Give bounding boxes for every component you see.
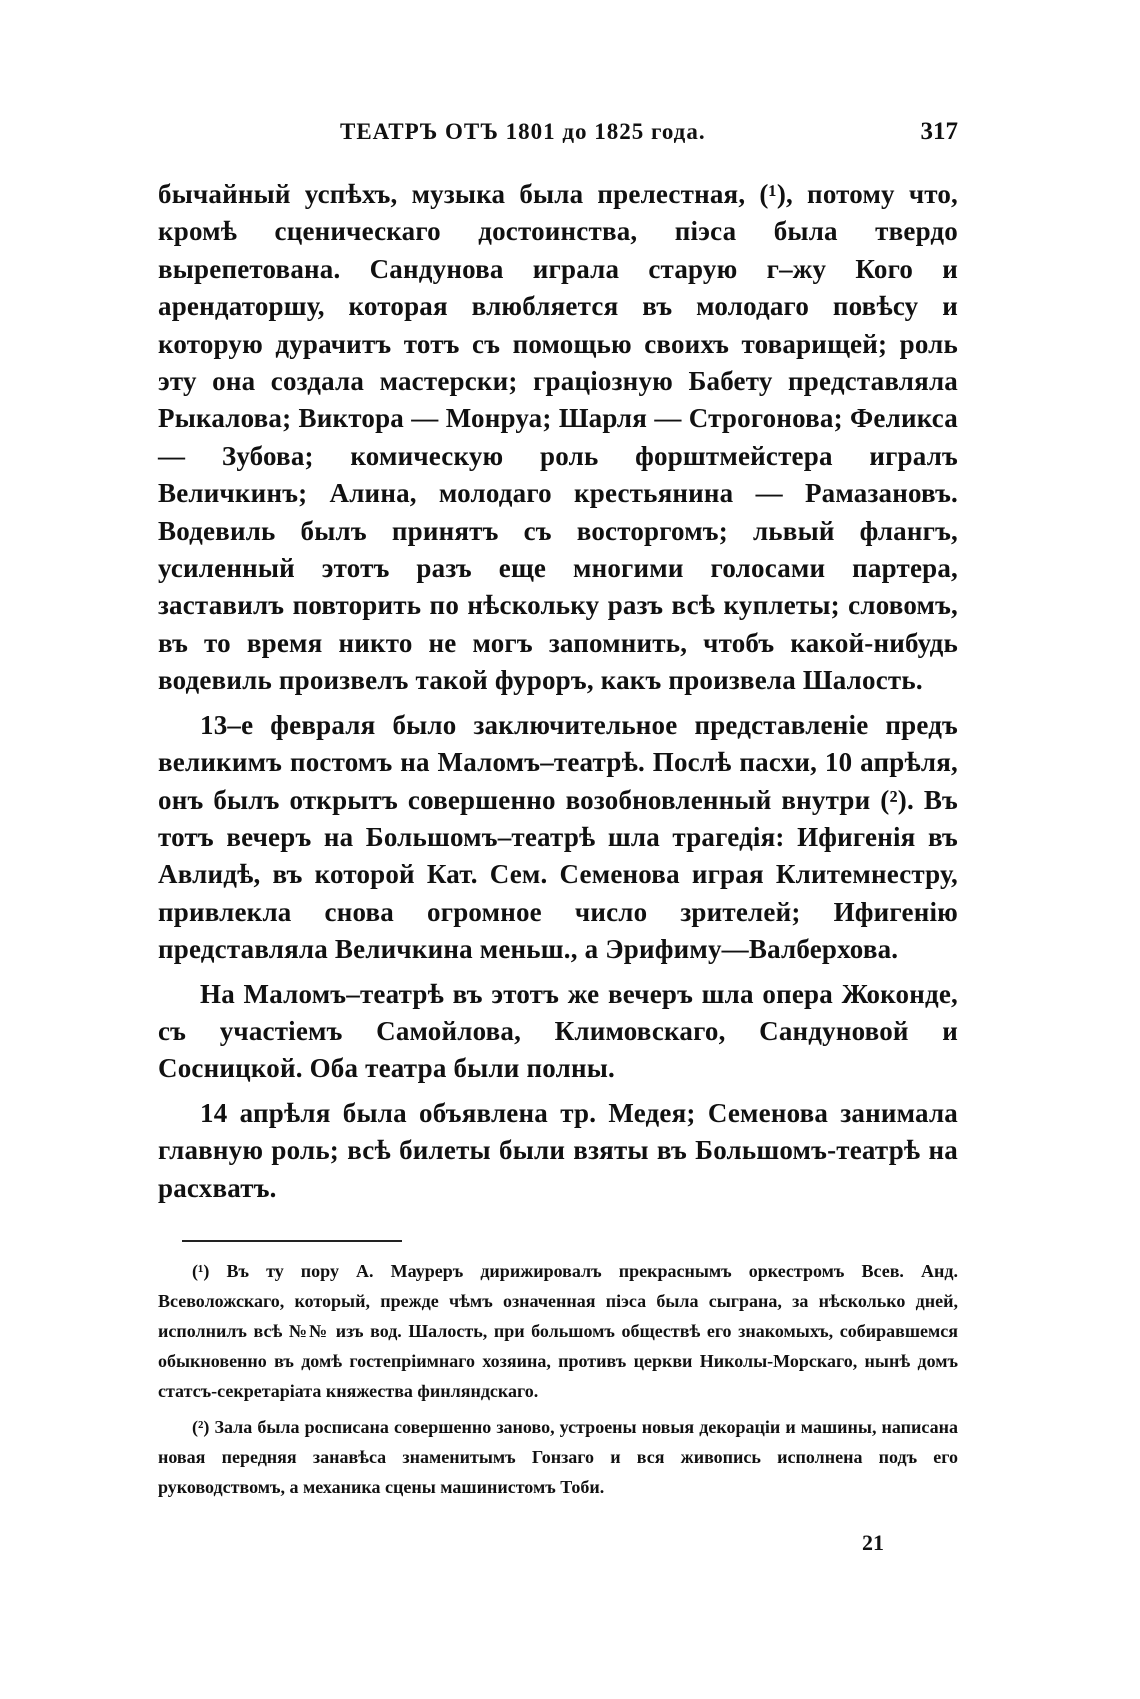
body-text xyxy=(158,176,958,1214)
running-title: ТЕАТРЪ ОТЪ 1801 до 1825 года. xyxy=(340,119,706,144)
signature-mark: 21 xyxy=(862,1530,884,1555)
footnote-divider xyxy=(182,1240,402,1242)
paragraph-4: 14 апрѣля была объявлена тр. Медея; Семенова занимала главную роль; всѣ билеты были взяты въ Большомъ-театрѣ на расхватъ. xyxy=(158,1097,958,1203)
footnote-2: (²) Зала была росписана совершенно заново, устроены новыя декораціи и машины, написана новая передняя занавѣса знаменитымъ Гонзаго и вся живопись исполнена подъ его руководствомъ, а механика сцены машинистомъ Тоби. xyxy=(158,1417,958,1497)
paragraph-3: На Маломъ–театрѣ въ этотъ же вечеръ шла опера Жоконде, съ участіемъ Самойлова, Климовскаго, Сандуновой и Сосницкой. Оба театра были полны. xyxy=(158,978,958,1084)
paragraph-2: 13–е февраля было заключительное представленіе предъ великимъ постомъ на Маломъ–театрѣ. Послѣ пасхи, 10 апрѣля, онъ былъ открытъ совершенно возобновленный внутри (²). Въ тотъ вечеръ на Большомъ–театрѣ шла трагедія: Ифигенія въ Авлидѣ, въ которой Кат. Сем. Семенова играя Клитемнестру, привлекла снова огромное число зрителей; Ифигенію представляла Величкина меньш., а Эрифиму—Валберхова. xyxy=(158,709,958,965)
page-number: 317 xyxy=(920,118,958,145)
footnotes xyxy=(158,1256,958,1508)
page-header xyxy=(340,118,958,146)
footnote-1: (¹) Въ ту пору А. Мауреръ дирижировалъ прекраснымъ оркестромъ Всев. Анд. Всеволожскаго, который, прежде чѣмъ означенная піэса была сыграна, за нѣсколько дней, исполнилъ всѣ №№ изъ вод. Шалость, при большомъ обществѣ его знакомыхъ, собиравшемся обыкновенно въ домѣ гостепріимнаго хозяина, противъ церкви Николы-Морскаго, нынѣ домъ статсъ-секретаріата княжества финляндскаго. xyxy=(158,1261,958,1401)
paragraph-1: бычайный успѣхъ, музыка была прелестная, (¹), потому что, кромѣ сценическаго достоинства, піэса была твердо вырепетована. Сандунова играла старую г–жу Кого и арендаторшу, которая влюбляется въ молодаго повѣсу и которую дурачитъ тотъ съ помощью своихъ товарищей; роль эту она создала мастерски; граціозную Бабету представляла Рыкалова; Виктора — Монруа; Шарля — Строгонова; Феликса — Зубова; комическую роль форштмейстера игралъ Величкинъ; Алина, молодаго крестьянина — Рамазановъ. Водевиль былъ принятъ съ восторгомъ; львый флангъ, усиленный этотъ разъ еще многими голосами партера, заставилъ повторить по нѣскольку разъ всѣ куплеты; словомъ, въ то время никто не могъ запомнить, чтобъ какой-нибудь водевиль произвелъ такой фуроръ, какъ произвела Шалость. xyxy=(158,179,958,696)
